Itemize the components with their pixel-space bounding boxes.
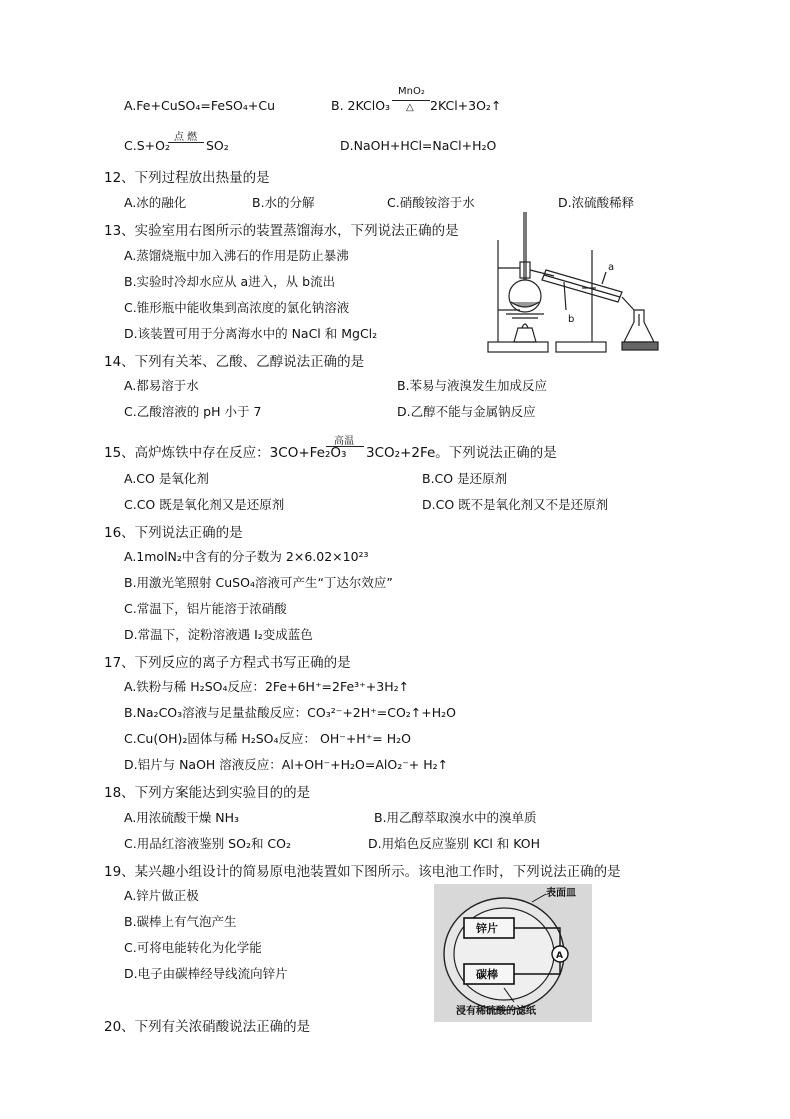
q19-option-c: C.可将电能转化为化学能 xyxy=(124,940,262,955)
q12-option-c: C.硝酸铵溶于水 xyxy=(387,195,475,210)
q14-option-d: D.乙醇不能与金属钠反应 xyxy=(397,404,536,419)
filter-paper-label: 浸有稀硫酸的滤纸 xyxy=(456,1006,536,1017)
q18-option-d: D.用焰色反应鉴别 KCl 和 KOH xyxy=(368,836,540,851)
q18-option-a: A.用浓硫酸干燥 NH₃ xyxy=(124,810,240,825)
q15-stem-condition: 高温 xyxy=(334,436,354,447)
condenser-port-a-label: a xyxy=(608,262,615,273)
q13-option-b: B.实验时冷却水应从 a进入，从 b流出 xyxy=(124,274,336,289)
q11-option-d: D.NaOH+HCl=NaCl+H₂O xyxy=(340,138,497,153)
ammeter-label: A xyxy=(556,951,563,961)
q15-option-b: B.CO 是还原剂 xyxy=(422,471,508,486)
q16-option-c: C.常温下，铝片能溶于浓硝酸 xyxy=(124,601,287,616)
q16-option-b: B.用激光笔照射 CuSO₄溶液可产生“丁达尔效应” xyxy=(124,575,393,590)
q15-option-c: C.CO 既是氧化剂又是还原剂 xyxy=(124,497,285,512)
q12-option-d: D.浓硫酸稀释 xyxy=(558,195,635,210)
q11-option-b-heat: △ xyxy=(406,102,414,113)
q11-option-c-left: C.S+O₂ xyxy=(124,138,170,153)
q11-option-c-right: SO₂ xyxy=(206,138,229,153)
q15-option-d: D.CO 既不是氧化剂又不是还原剂 xyxy=(422,497,609,512)
watch-glass-label: 表面皿 xyxy=(546,888,576,899)
q11-option-b-right: 2KCl+3O₂↑ xyxy=(430,98,502,113)
q17-option-b: B.Na₂CO₃溶液与足量盐酸反应：CO₃²⁻+2H⁺=CO₂↑+H₂O xyxy=(124,705,457,720)
q20-stem: 20、下列有关浓硝酸说法正确的是 xyxy=(104,1019,311,1035)
q19-option-d: D.电子由碳棒经导线流向锌片 xyxy=(124,966,288,981)
q14-option-a: A.都易溶于水 xyxy=(124,378,199,393)
q11-option-b-left: B. 2KClO₃ xyxy=(331,98,391,113)
q12-stem: 12、下列过程放出热量的是 xyxy=(104,170,270,186)
distillation-apparatus-figure xyxy=(484,210,662,356)
zinc-plate-label: 锌片 xyxy=(476,922,498,935)
q15-stem-right: 3CO₂+2Fe。下列说法正确的是 xyxy=(366,445,557,461)
q19-option-a: A.锌片做正极 xyxy=(124,888,199,903)
q16-option-a: A.1molN₂中含有的分子数为 2×6.02×10²³ xyxy=(124,549,369,564)
q15-option-a: A.CO 是氧化剂 xyxy=(124,471,209,486)
q12-option-a: A.冰的融化 xyxy=(124,195,187,210)
carbon-rod-label: 碳棒 xyxy=(476,968,498,981)
q14-stem: 14、下列有关苯、乙酸、乙醇说法正确的是 xyxy=(104,354,365,370)
q13-stem: 13、实验室用右图所示的装置蒸馏海水，下列说法正确的是 xyxy=(104,223,459,239)
q13-option-c: C.锥形瓶中能收集到高浓度的氯化钠溶液 xyxy=(124,300,350,315)
galvanic-cell-figure xyxy=(434,884,592,1022)
q17-option-d: D.铝片与 NaOH 溶液反应：Al+OH⁻+H₂O=AlO₂⁻+ H₂↑ xyxy=(124,757,449,772)
q11-option-c-condition: 点 燃 xyxy=(174,132,198,143)
q15-stem-left: 15、高炉炼铁中存在反应：3CO+Fe₂O₃ xyxy=(104,445,347,461)
q17-option-a: A.铁粉与稀 H₂SO₄反应：2Fe+6H⁺=2Fe³⁺+3H₂↑ xyxy=(124,679,410,694)
q11-option-c-arrow xyxy=(168,142,204,143)
q11-option-b-catalyst: MnO₂ xyxy=(398,86,425,97)
q12-option-b: B.水的分解 xyxy=(252,195,315,210)
q11-option-b-arrow xyxy=(392,100,430,101)
q19-stem: 19、某兴趣小组设计的简易原电池装置如下图所示。该电池工作时，下列说法正确的是 xyxy=(104,864,621,880)
q18-option-b: B.用乙醇萃取溴水中的溴单质 xyxy=(374,810,537,825)
q13-option-a: A.蒸馏烧瓶中加入沸石的作用是防止暴沸 xyxy=(124,248,349,263)
q19-option-b: B.碳棒上有气泡产生 xyxy=(124,914,237,929)
q14-option-c: C.乙酸溶液的 pH 小于 7 xyxy=(124,404,262,419)
q15-stem-arrow xyxy=(326,446,364,447)
q13-option-d: D.该装置可用于分离海水中的 NaCl 和 MgCl₂ xyxy=(124,326,378,341)
q16-option-d: D.常温下，淀粉溶液遇 I₂变成蓝色 xyxy=(124,627,313,642)
q18-stem: 18、下列方案能达到实验目的的是 xyxy=(104,785,311,801)
q16-stem: 16、下列说法正确的是 xyxy=(104,525,243,541)
condenser-port-b-label: b xyxy=(568,314,575,325)
q14-option-b: B.苯易与液溴发生加成反应 xyxy=(397,378,548,393)
q18-option-c: C.用品红溶液鉴别 SO₂和 CO₂ xyxy=(124,836,292,851)
q17-option-c: C.Cu(OH)₂固体与稀 H₂SO₄反应： OH⁻+H⁺= H₂O xyxy=(124,731,411,746)
q17-stem: 17、下列反应的离子方程式书写正确的是 xyxy=(104,655,351,671)
q11-option-a: A.Fe+CuSO₄=FeSO₄+Cu xyxy=(124,98,275,113)
